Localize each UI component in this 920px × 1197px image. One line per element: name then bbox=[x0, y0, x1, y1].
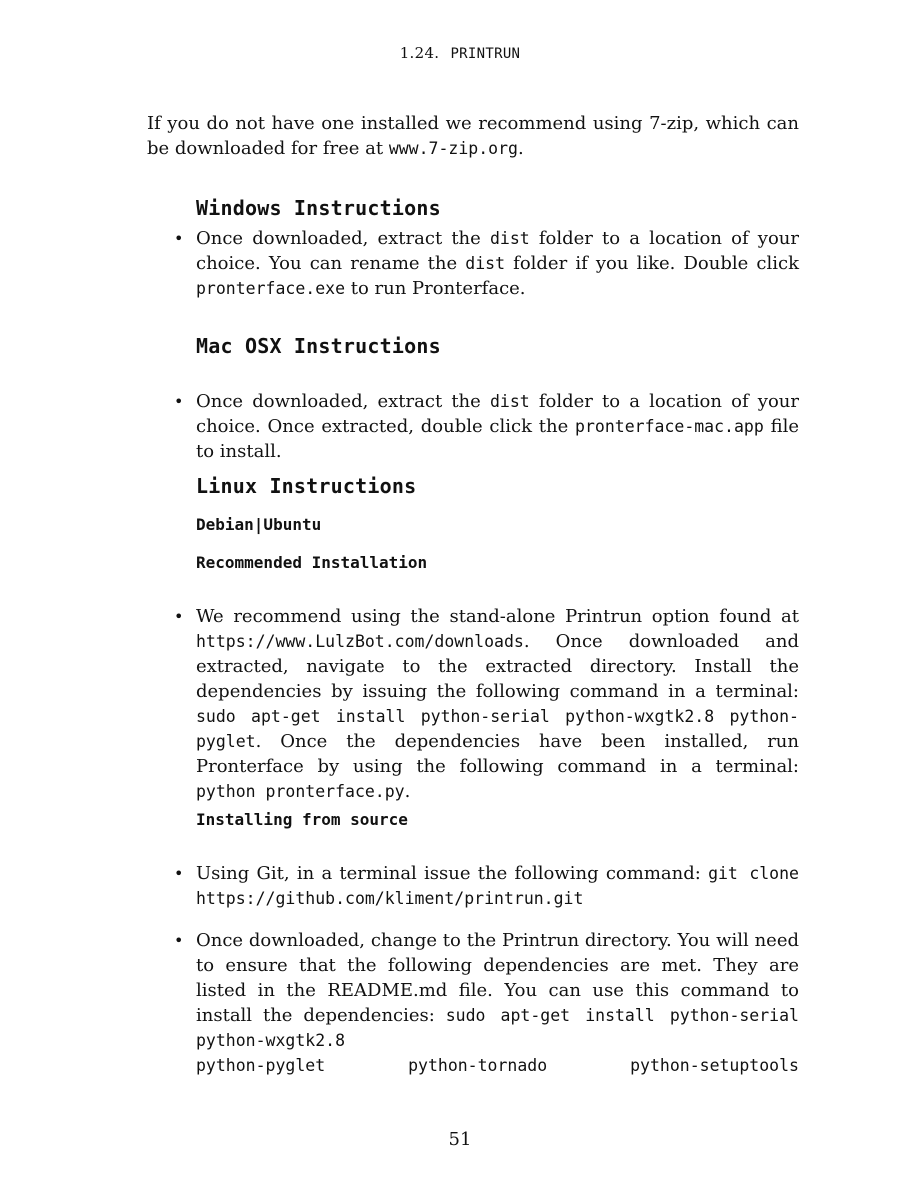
git-clone-command: git clone https://github.com/kliment/printrun.git bbox=[196, 864, 799, 908]
page-number: 51 bbox=[448, 1129, 472, 1150]
source-list-item-git: • Using Git, in a terminal issue the following command: git clone https://github.com/kliment/printrun.git bbox=[174, 863, 799, 908]
dependencies-command-continued: python-pyglet python-tornado python-setuptools bbox=[196, 1056, 799, 1075]
source-list-item-dependencies: • Once downloaded, change to the Printrun directory. You will need to ensure that the following dependencies are met. They are listed in the README.md file. You can use this command to install the dependencies: sudo apt-get install python-serial python-wxgtk2.8 python-pyglet python-tornado python-setuptools bbox=[196, 928, 799, 1078]
running-header bbox=[0, 44, 920, 62]
distro-heading: Debian|Ubuntu bbox=[196, 515, 322, 534]
recommended-list-item: • We recommend using the stand-alone Printrun option found at https://www.LulzBot.com/downloads. Once downloaded and extracted, navigate to the extracted directory. Install the dependencies by issuing the following command in a terminal: sudo apt-get install python-serial python-wxgtk2.8 python-pyglet. Once the dependencies have been installed, run Pronterface by using the following command in a terminal: python pronterface.py. bbox=[174, 606, 799, 802]
recommended-heading: Recommended Installation bbox=[196, 553, 428, 572]
bullet-icon: • bbox=[174, 392, 184, 411]
section-number: 1.24. bbox=[399, 44, 440, 62]
bullet-icon: • bbox=[174, 864, 184, 883]
linux-heading: Linux Instructions bbox=[196, 474, 417, 498]
bullet-icon: • bbox=[174, 229, 184, 248]
run-command: python pronterface.py bbox=[196, 782, 405, 801]
windows-list-item: • Once downloaded, extract the dist folder to a location of your choice. You can rename the dist folder if you like. Double click pronterface.exe to run Pronterface. bbox=[174, 228, 799, 299]
intro-paragraph: If you do not have one installed we recommend using 7-zip, which can be downloaded for free at www.7-zip.org. bbox=[147, 113, 799, 159]
mac-list-item: • Once downloaded, extract the dist folder to a location of your choice. Once extracted, double click the pronterface-mac.app file to install. bbox=[174, 391, 799, 462]
windows-heading: Windows Instructions bbox=[196, 196, 441, 220]
intro-url: www.7-zip.org bbox=[388, 139, 518, 158]
bullet-icon: • bbox=[174, 607, 184, 626]
dependencies-command: sudo apt-get install python-serial python-wxgtk2.8 bbox=[196, 1006, 799, 1050]
bullet-icon: • bbox=[174, 931, 184, 950]
apt-get-command: sudo apt-get install python-serial python-wxgtk2.8 python-pyglet bbox=[196, 707, 799, 751]
source-heading: Installing from source bbox=[196, 810, 408, 829]
section-title: PRINTRUN bbox=[450, 46, 521, 62]
mac-heading: Mac OSX Instructions bbox=[196, 334, 441, 358]
downloads-url: https://www.LulzBot.com/downloads bbox=[196, 632, 524, 651]
